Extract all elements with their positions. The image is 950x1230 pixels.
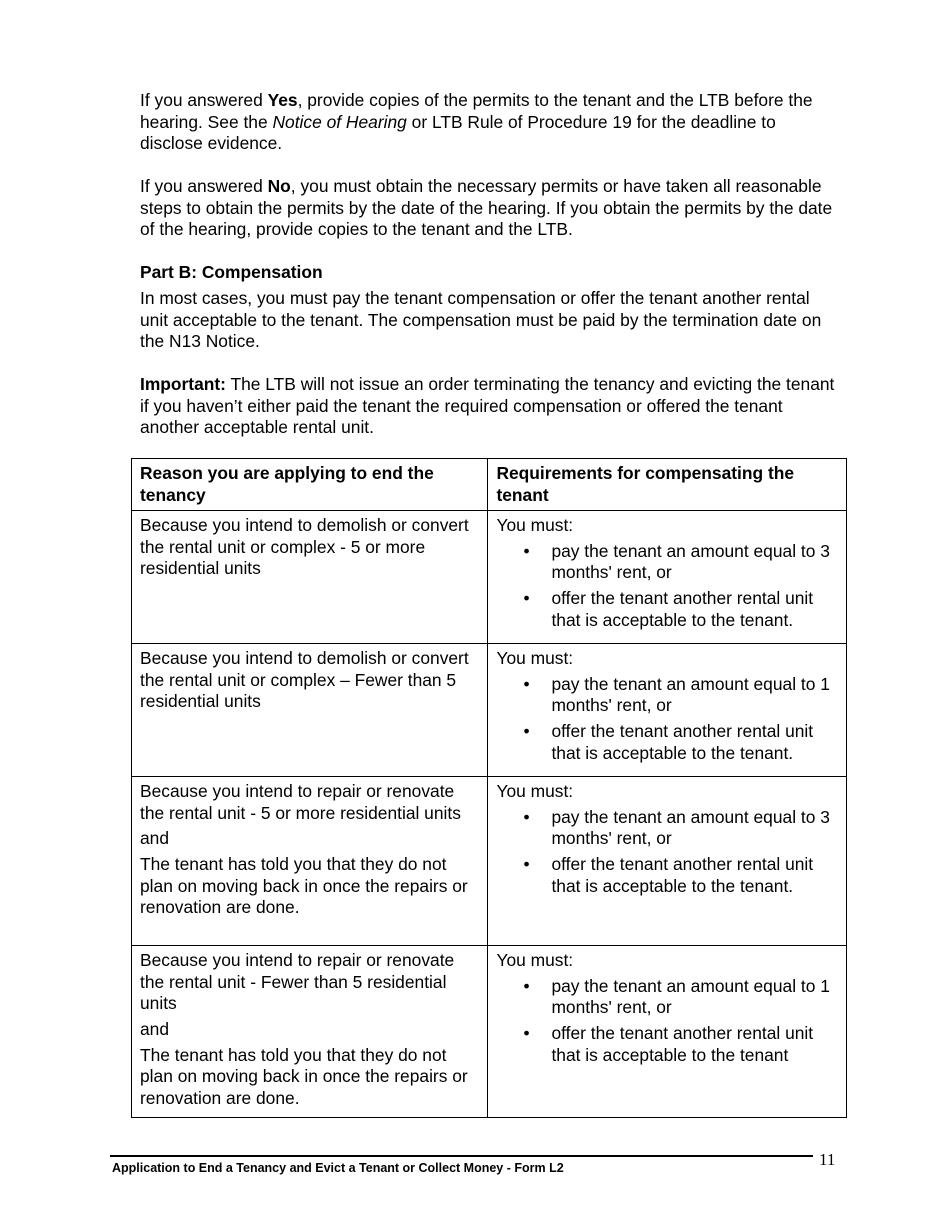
table-row [132,777,847,946]
bullet-text: pay the tenant an amount equal to 1 months' rent, or [551,673,830,716]
list-item [496,1023,838,1066]
paragraph-no-answer [140,176,840,241]
reason-cell [132,511,488,644]
section-heading-part-b: Part B: Compensation [140,262,323,282]
bold-yes: Yes [267,90,298,110]
bullet-text: pay the tenant an amount equal to 1 months' rent, or [551,975,830,1018]
header-reason: Reason you are applying to end the tenancy [132,459,488,511]
requirements-cell [488,946,847,1118]
you-must-label: You must: [496,950,574,971]
requirements-list [496,976,838,1066]
bullet-icon: • [523,975,530,996]
paragraph-yes-answer [140,90,840,155]
bullet-icon: • [523,806,530,827]
bullet-icon: • [523,540,530,561]
list-item [496,588,838,631]
text-run: or LTB Rule of Procedure 19 for the deadline to disclose evidence. [140,111,776,154]
list-item [496,674,838,717]
text-run: If you answered [140,90,268,110]
reason-text: Because you intend to demolish or convert the rental unit or complex - 5 or more residential units [140,515,469,579]
reason-text: Because you intend to demolish or convert the rental unit or complex – Fewer than 5 residential units [140,648,469,712]
reason-cell [132,777,488,946]
requirements-list [496,541,838,631]
you-must-label: You must: [496,515,574,536]
list-item [496,721,838,764]
table-row [132,511,847,644]
bullet-icon: • [523,587,530,608]
table-row [132,644,847,777]
bullet-icon: • [523,720,530,741]
text-run: , you must obtain the necessary permits or have taken all reasonable steps to obtain the permits by the date of the hearing. If you obtain the permits by the date of the hearing, provide copies to the tenant and the LTB. [140,176,833,240]
reason-and: and [140,1018,170,1039]
you-must-label: You must: [496,781,574,802]
list-item [496,807,838,850]
text-run: The LTB will not issue an order terminating the tenancy and evicting the tenant if you haven’t either paid the tenant the required compensation or offered the tenant another acceptable rental unit. [140,374,835,438]
header-requirements: Requirements for compensating the tenant [488,459,847,511]
requirements-list [496,807,838,897]
reason-cell [132,946,488,1118]
reason-text: Because you intend to repair or renovate the rental unit - Fewer than 5 residential units [140,950,455,1014]
requirements-cell [488,511,847,644]
bullet-icon: • [523,673,530,694]
requirements-cell [488,777,847,946]
footer-form-title: Application to End a Tenancy and Evict a Tenant or Collect Money - Form L2 [112,1161,564,1175]
bold-important: Important: [140,374,226,394]
page-number: 11 [819,1150,836,1169]
table-row [132,946,847,1118]
text-run: , provide copies of the permits to the tenant and the LTB before the hearing. See the [140,90,813,132]
bullet-text: offer the tenant another rental unit that is acceptable to the tenant. [551,720,814,763]
list-item [496,854,838,897]
list-item [496,541,838,584]
compensation-table [131,458,847,1118]
footer-divider [110,1155,813,1157]
bold-no: No [267,176,291,196]
bullet-icon: • [523,1022,530,1043]
reason-cell [132,644,488,777]
italic-notice-of-hearing: Notice of Hearing [272,111,407,132]
requirements-cell [488,644,847,777]
paragraph-compensation: In most cases, you must pay the tenant compensation or offer the tenant another rental unit acceptable to the tenant. The compensation must be paid by the termination date on the N13 Notice. [140,288,822,352]
reason-text: The tenant has told you that they do not plan on moving back in once the repairs or renovation are done. [140,853,468,918]
paragraph-important [140,374,840,439]
reason-text: The tenant has told you that they do not plan on moving back in once the repairs or renovation are done. [140,1044,468,1108]
text-run: If you answered [140,176,268,196]
reason-and: and [140,828,170,849]
you-must-label: You must: [496,648,574,669]
list-item [496,976,838,1019]
bullet-text: offer the tenant another rental unit that is acceptable to the tenant. [551,587,814,630]
bullet-text: pay the tenant an amount equal to 3 months' rent, or [551,540,830,583]
bullet-icon: • [523,853,530,874]
table-header-row [132,459,847,511]
reason-text: Because you intend to repair or renovate the rental unit - 5 or more residential units [140,781,461,823]
bullet-text: pay the tenant an amount equal to 3 months' rent, or [551,806,830,849]
requirements-list [496,674,838,764]
bullet-text: offer the tenant another rental unit that is acceptable to the tenant. [551,853,814,896]
bullet-text: offer the tenant another rental unit that is acceptable to the tenant [551,1022,814,1065]
